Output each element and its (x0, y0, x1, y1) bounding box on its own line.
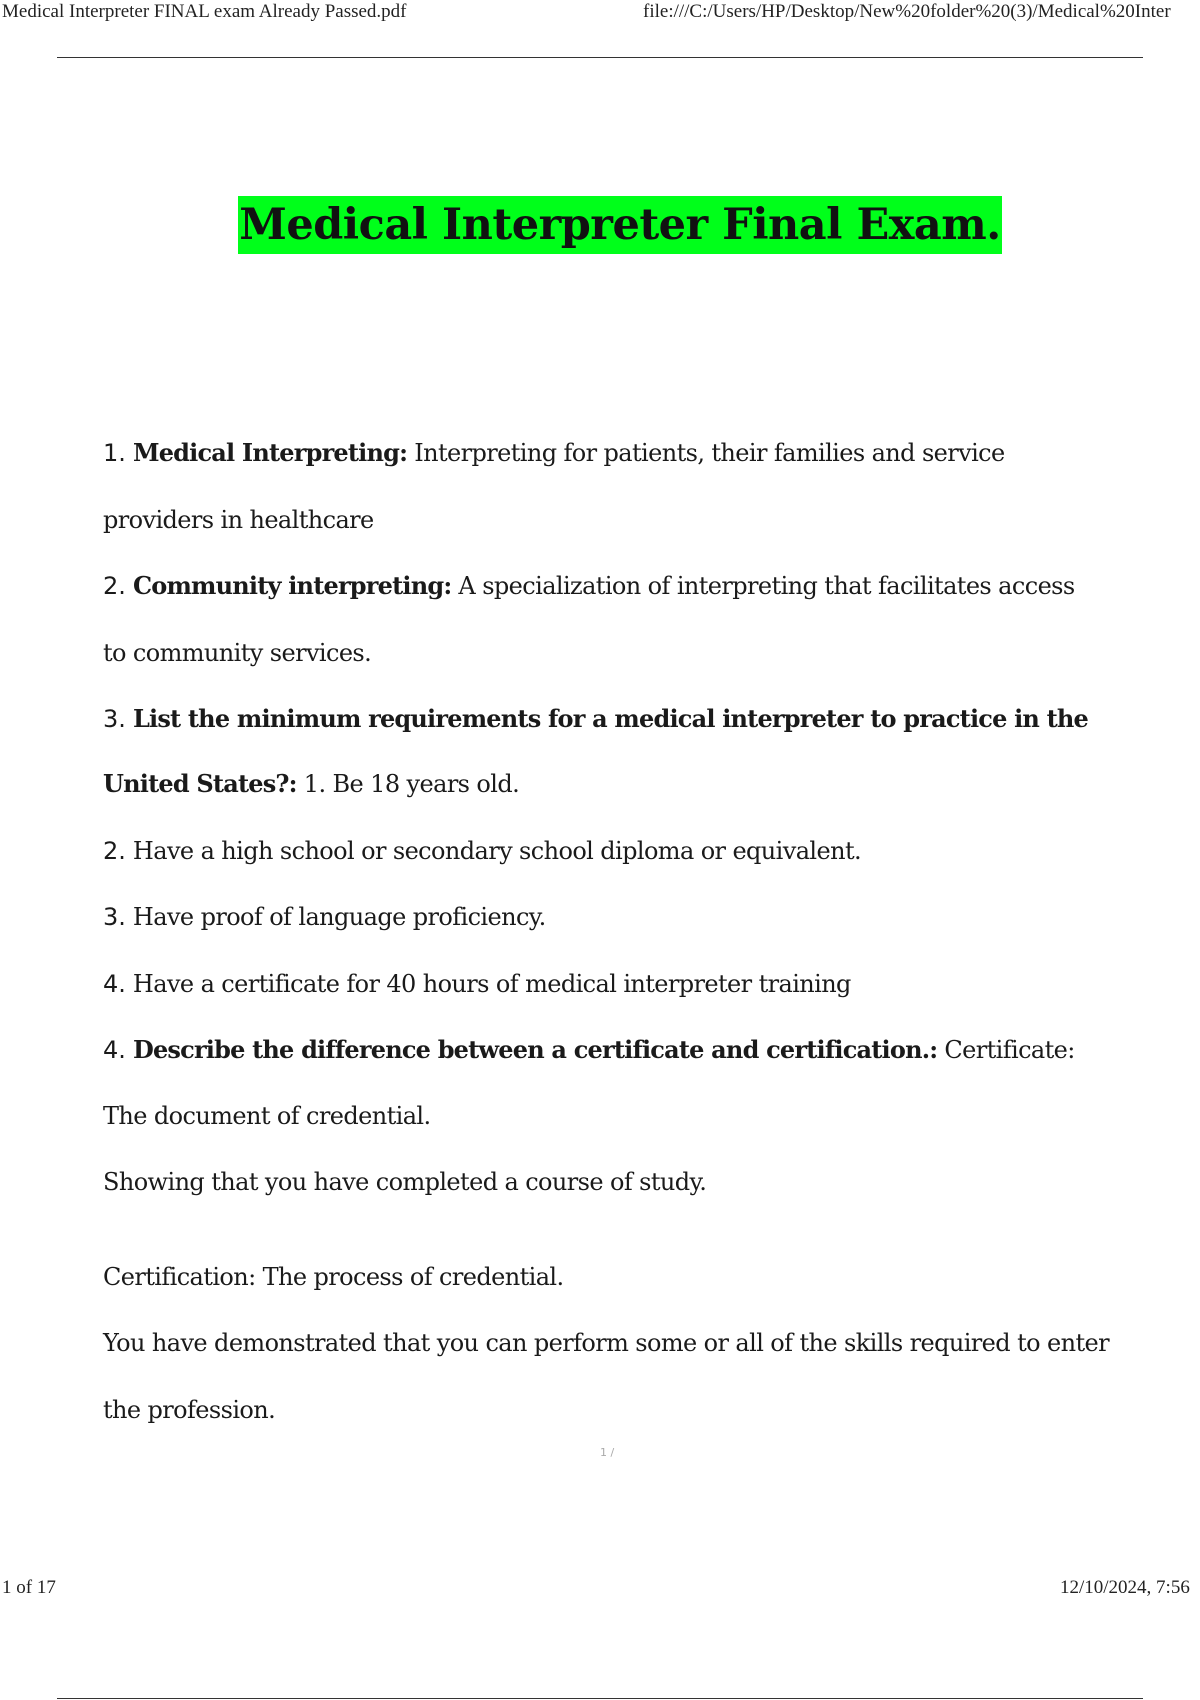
item-3-line-1 (103, 704, 1088, 734)
item-term: Community interpreting: (132, 571, 452, 600)
item-text: 1. Be 18 years old. (296, 770, 520, 798)
item-4-line-1 (103, 1035, 1075, 1065)
item-4-line-2: The document of credential. (103, 1102, 431, 1130)
answer-number: 3. (103, 903, 126, 931)
item-3-answer-4 (103, 969, 851, 999)
item-4-line-5: You have demonstrated that you can perform some or all of the skills required to enter (103, 1329, 1109, 1357)
item-4-line-6: the profession. (103, 1396, 276, 1424)
item-4-line-3: Showing that you have completed a course of study. (103, 1168, 707, 1196)
document-title: Medical Interpreter Final Exam. (238, 196, 1001, 254)
page-mark: 1 / (600, 1446, 615, 1459)
answer-number: 4. (103, 970, 126, 998)
item-text: A specialization of interpreting that facilitates access (451, 572, 1075, 600)
print-footer-page: 1 of 17 (2, 1577, 56, 1598)
print-header-url: file:///C:/Users/HP/Desktop/New%20folder%20(3)/Medical%20Inter (643, 1, 1171, 22)
item-1-line-1 (103, 438, 1005, 468)
item-3-line-2 (103, 769, 519, 799)
item-number: 2. (103, 572, 126, 600)
footer-rule (57, 1698, 1143, 1699)
answer-text: Have a certificate for 40 hours of medical interpreter training (125, 970, 851, 998)
item-2-line-2: to community services. (103, 639, 372, 667)
item-2-line-1 (103, 571, 1075, 601)
item-4-line-4: Certification: The process of credential. (103, 1263, 564, 1291)
document-title-wrap (0, 196, 1200, 254)
answer-number: 2. (103, 837, 126, 865)
item-term: Medical Interpreting: (132, 438, 408, 467)
item-term: United States?: (103, 769, 297, 798)
item-1-line-2: providers in healthcare (103, 506, 374, 534)
print-header (0, 0, 1200, 26)
answer-text: Have proof of language proficiency. (125, 903, 546, 931)
item-number: 3. (103, 705, 126, 733)
print-footer-datetime: 12/10/2024, 7:56 (1060, 1577, 1190, 1598)
item-text: Interpreting for patients, their families and service (407, 439, 1005, 467)
item-text: Certificate: (937, 1036, 1075, 1064)
item-number: 1. (103, 439, 126, 467)
item-3-answer-2 (103, 836, 861, 866)
item-3-answer-3 (103, 902, 546, 932)
item-term: Describe the difference between a certificate and certification.: (132, 1035, 938, 1064)
answer-text: Have a high school or secondary school diploma or equivalent. (125, 837, 862, 865)
header-rule (57, 57, 1143, 58)
print-header-title: Medical Interpreter FINAL exam Already Passed.pdf (2, 1, 407, 22)
item-number: 4. (103, 1036, 126, 1064)
item-term: List the minimum requirements for a medical interpreter to practice in the (132, 704, 1089, 733)
